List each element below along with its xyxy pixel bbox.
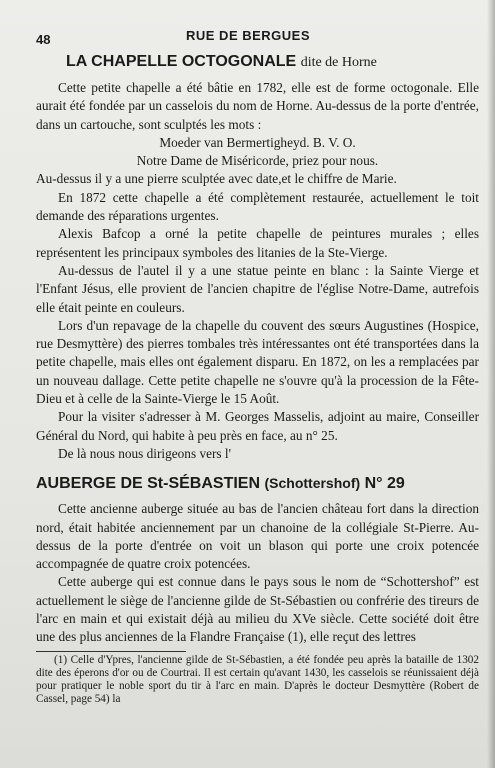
- paragraph: Cette petite chapelle a été bâtie en 1782, elle est de forme octogonale. Elle aurait été fondée par un casselois du nom de Horne. Au-dessus de la porte d'entrée, dans un cartouche, sont sculptés les mots :: [36, 80, 479, 132]
- paragraph: Cette ancienne auberge située au bas de l'ancien château fort dans la direction nord, était habitée anciennement par un chanoine de la collégiale St-Pierre. Au-dessus de la porte d'entrée on voit un blason qui porte une croix potencée accompagnée de quatre croix potencées.: [36, 501, 479, 572]
- page-number: 48: [36, 32, 51, 47]
- section-title-main: AUBERGE DE St-SÉBASTIEN: [36, 475, 261, 493]
- paragraph: De là nous nous dirigeons vers l': [58, 445, 232, 461]
- section-title-number: N° 29: [364, 475, 405, 493]
- footnotes: [36, 651, 479, 707]
- paragraph: Au-dessus de l'autel il y a une statue peinte en blanc : la Sainte Vierge et l'Enfant Jésus, elle provient de l'ancien chapitre de l'église Notre-Dame, autrefois elle était peinte en couleurs.: [36, 262, 479, 315]
- paragraph: Au-dessus il y a une pierre sculptée avec date,et le chiffre de Marie.: [36, 171, 397, 187]
- section-title-suffix: dite de Horne: [300, 55, 377, 70]
- inscription-line: Moeder van Bermertigheyd. B. V. O.: [159, 134, 356, 150]
- running-header: [36, 24, 479, 46]
- section-body-auberge: [36, 500, 479, 646]
- section-title-main: LA CHAPELLE OCTOGONALE: [66, 53, 297, 70]
- running-title: RUE DE BERGUES: [186, 28, 311, 43]
- footnote: (1) Celle d'Ypres, l'ancienne gilde de St-Sébastien, a été fondée peu après la bataille de 1302 dite des éperons d'or ou de Courtrai. Il est certain qu'avant 1430, les casselois se réunissaient déjà pour pratiquer le noble sport du tir à l'arc en main. D'après le docteur Desmyttère (Robert de Cassel, page 54) la: [36, 653, 479, 706]
- paragraph: Lors d'un repavage de la chapelle du couvent des sœurs Augustines (Hospice, rue Desmyttère) des pierres tombales très intéressantes ont été transportées dans la petite chapelle, mais elles ont également disparu. En 1872, on les a remplacées par un nouveau dallage. Cette petite chapelle ne s'ouvre qu'à la procession de la Fête-Dieu et à celle de la Sainte-Vierge le 15 Août.: [36, 317, 479, 407]
- section-title-chapelle: [36, 52, 479, 73]
- paragraph: Pour la visiter s'adresser à M. Georges Masselis, adjoint au maire, Conseiller Général du Nord, qui habite à peu près en face, au n° 25.: [36, 409, 479, 443]
- paragraph: Cette auberge qui est connue dans le pays sous le nom de “Schottershof” est actuellement le siège de l'ancienne gilde de St-Sébastien ou confrérie des tireurs de l'arc en main et qui existait déjà au milieu du XVe siècle. Cette société doit être une des plus anciennes de la Flandre Française (1), elle reçut des lettres: [36, 574, 479, 645]
- paragraph: En 1872 cette chapelle a été complètement restaurée, actuellement le toit demande des réparations urgentes.: [36, 189, 479, 224]
- footnote-rule: [36, 651, 186, 652]
- paragraph: Alexis Bafcop a orné la petite chapelle de peintures murales ; elles représentent les principaux symboles des litanies de la Ste-Vierge.: [36, 226, 479, 260]
- section-body-chapelle: [36, 79, 479, 463]
- section-title-auberge: [36, 473, 479, 494]
- inscription-line: Notre Dame de Miséricorde, priez pour nous.: [136, 153, 379, 169]
- section-title-paren: (Schottershof): [264, 475, 361, 492]
- page-edge-shadow: [487, 0, 495, 768]
